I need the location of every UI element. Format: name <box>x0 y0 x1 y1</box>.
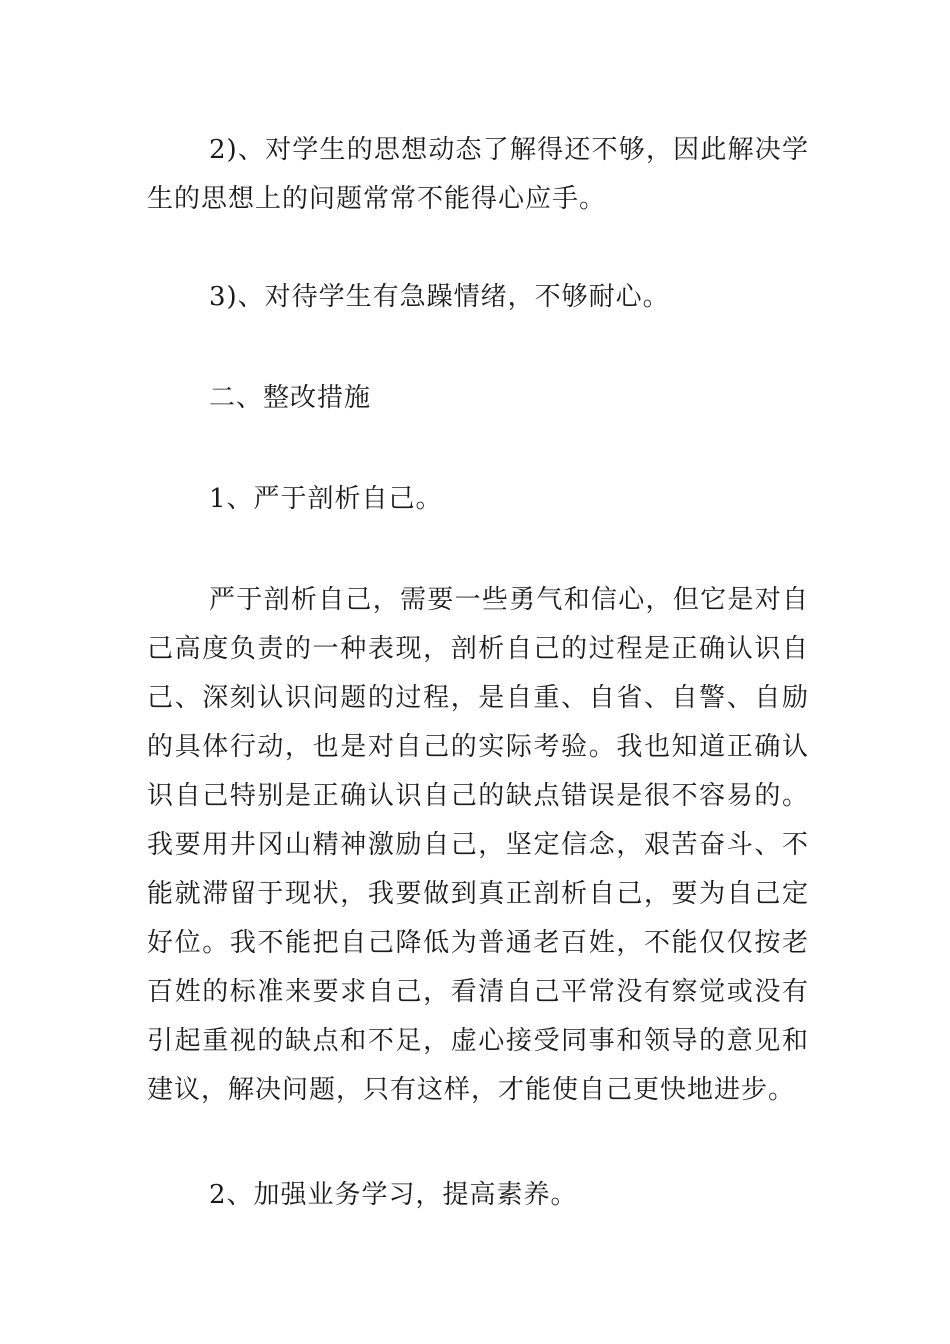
section-heading-rectification: 二、整改措施 <box>209 383 372 413</box>
paragraph-problem-3: 3)、对待学生有急躁情绪，不够耐心。 <box>209 282 670 312</box>
measure-1-body: 严于剖析自己，需要一些勇气和信心，但它是对自己高度负责的一种表现，剖析自己的过程是正确认识自己、深刻认识问题的过程，是自重、自省、自警、自励的具体行动，也是对自己的实际考验。我也知道正确认识自己特别是正确认识自己的缺点错误是很不容易的。我要用井冈山精神激励自己，坚定信念，艰苦奋斗、不能就滞留于现状，我要做到真正剖析自己，要为自己定好位。我不能把自己降低为普通老百姓，不能仅仅按老百姓的标准来要求自己，看清自己平常没有察觉或没有引起重视的缺点和不足，虚心接受同事和领导的意见和建议，解决问题，只有这样，才能使自己更快地进步。 <box>147 585 809 1105</box>
paragraph-problem-2: 2)、对学生的思想动态了解得还不够，因此解决学生的思想上的问题常常不能得心应手。 <box>147 135 809 214</box>
measure-1-heading: 1、严于剖析自己。 <box>209 484 443 514</box>
measure-2-heading: 2、加强业务学习，提高素养。 <box>209 1180 578 1210</box>
